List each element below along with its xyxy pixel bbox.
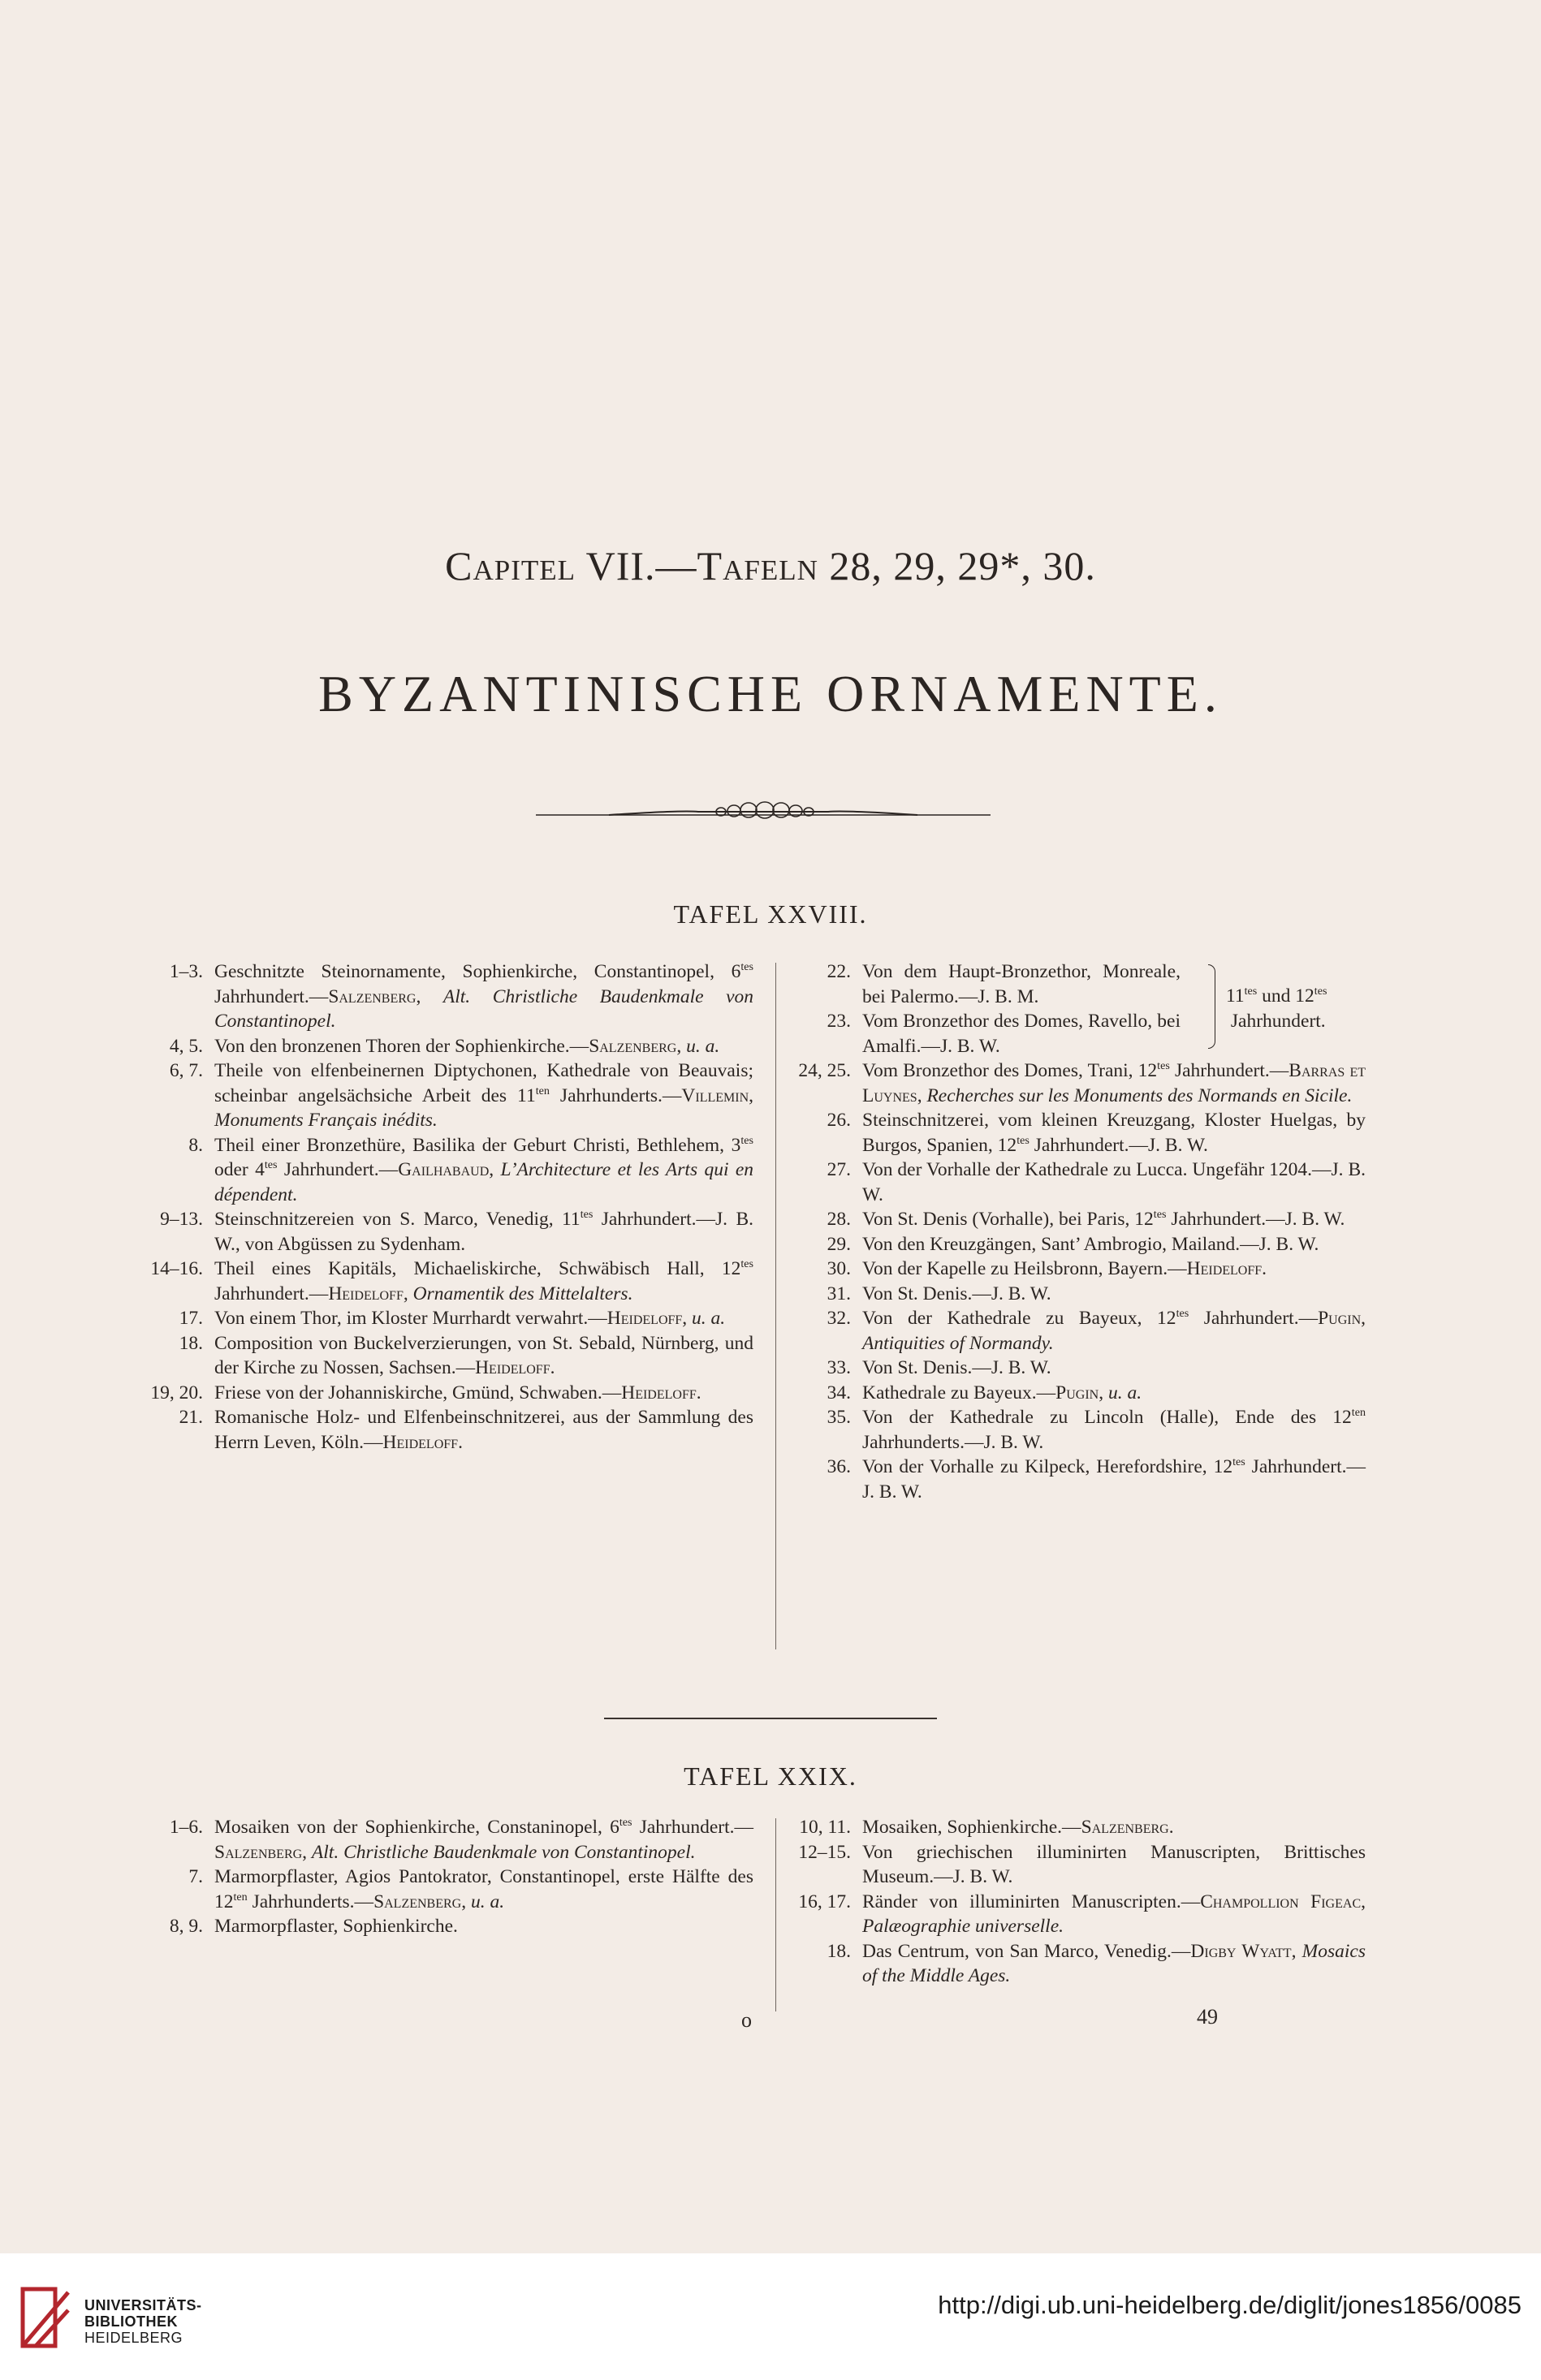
- list-item: [140, 1133, 753, 1208]
- item-text: Von der Kathedrale zu Lincoln (Halle), Ende des $12^{ten}$ Jahrhunderts.—J. B. W.: [862, 1406, 1366, 1453]
- item-number: 36.: [827, 1456, 851, 1477]
- list-item: [788, 1058, 1366, 1108]
- signature-mark: o: [741, 2008, 752, 2032]
- list-item: [140, 1306, 753, 1331]
- item-number: 29.: [827, 1233, 851, 1255]
- column-divider: [775, 1818, 776, 2011]
- list-item: [788, 1890, 1366, 1939]
- list-item: [140, 1914, 753, 1939]
- list-item: [140, 1865, 753, 1914]
- plate-29-left-column: [140, 1815, 753, 1939]
- item-number: 21.: [179, 1407, 203, 1428]
- item-text: Romanische Holz- und Elfenbeinschnitzerei, aus der Sammlung des Herrn Leven, Köln.—Heideloff.: [214, 1407, 753, 1453]
- item-number: 8, 9.: [169, 1916, 203, 1937]
- item-number: 8.: [188, 1134, 203, 1156]
- item-number: 35.: [827, 1407, 851, 1428]
- item-text: Friese von der Johanniskirche, Gmünd, Schwaben.—Heideloff.: [214, 1382, 701, 1403]
- item-text: Von St. Denis.—J. B. W.: [862, 1357, 1051, 1378]
- item-number: 30.: [827, 1258, 851, 1279]
- item-text: Kathedrale zu Bayeux.—Pugin, u. a.: [862, 1382, 1142, 1403]
- item-number: 6, 7.: [169, 1060, 203, 1081]
- item-text: Das Centrum, von San Marco, Venedig.—Digby Wyatt, Mosaics of the Middle Ages.: [862, 1940, 1366, 1986]
- list-item: [788, 1257, 1366, 1282]
- list-item: [140, 1815, 753, 1865]
- list-item: [788, 1306, 1366, 1356]
- item-number: 4, 5.: [169, 1035, 203, 1057]
- item-text: Theile von elfenbeinernen Diptychonen, Kathedrale von Beauvais; scheinbar angelsächsiche Arbeit des $11^{ten}$ Jahrhunderts.—Villemin, Monuments Français inédits.: [214, 1060, 753, 1131]
- item-number: 33.: [827, 1357, 851, 1378]
- list-item: [788, 1356, 1366, 1381]
- plate-29-heading: TAFEL XXIX.: [684, 1761, 857, 1791]
- list-item: [788, 1207, 1366, 1232]
- list-item: [788, 1282, 1366, 1307]
- library-name-line-3: HEIDELBERG: [84, 2330, 183, 2346]
- footer-bar: [0, 2253, 1541, 2380]
- item-number: 1–3.: [169, 961, 203, 982]
- item-text: Von den Kreuzgängen, Sant’ Ambrogio, Mailand.—J. B. W.: [862, 1233, 1319, 1255]
- item-number: 19, 20.: [150, 1382, 203, 1403]
- item-text: Marmorpflaster, Sophienkirche.: [214, 1916, 458, 1937]
- item-number: 22.: [827, 961, 851, 982]
- list-item: [140, 1034, 753, 1059]
- item-text: Steinschnitzereien von S. Marco, Venedig, $11^{tes}$ Jahrhundert.—J. B. W., von Abgüssen zu Sydenham.: [214, 1208, 753, 1255]
- item-text: Von den bronzenen Thoren der Sophienkirche.—Salzenberg, u. a.: [214, 1035, 720, 1057]
- item-number: 34.: [827, 1382, 851, 1403]
- item-text: Steinschnitzerei, vom kleinen Kreuzgang, Kloster Huelgas, by Burgos, Spanien, $12^{tes}$ Jahrhundert.—J. B. W.: [862, 1110, 1366, 1156]
- item-text: Von der Vorhalle der Kathedrale zu Lucca. Ungefähr 1204.—J. B. W.: [862, 1159, 1366, 1205]
- list-item: [788, 1232, 1366, 1257]
- item-text: Geschnitzte Steinornamente, Sophienkirche, Constantinopel, $6^{tes}$ Jahrhundert.—Salzenberg, Alt. Christliche Baudenkmale von Constantinopel.: [214, 960, 754, 1032]
- chapter-word: Capitel: [445, 543, 576, 589]
- item-text: Von griechischen illuminirten Manuscripten, Brittisches Museum.—J. B. W.: [862, 1841, 1366, 1887]
- item-text: Von St. Denis (Vorhalle), bei Paris, $12^{tes}$ Jahrhundert.—J. B. W.: [862, 1208, 1345, 1230]
- list-item: [788, 1405, 1366, 1455]
- item-number: 1–6.: [169, 1817, 203, 1838]
- brace-bracket: [1208, 964, 1215, 1049]
- item-text: Von St. Denis.—J. B. W.: [862, 1283, 1051, 1304]
- ornamental-rule: [536, 794, 991, 826]
- item-number: 18.: [179, 1332, 203, 1354]
- item-number: 9–13.: [160, 1209, 203, 1230]
- plate-28-right-column: [788, 959, 1366, 1504]
- chapter-number: VII.: [585, 543, 656, 589]
- list-item: [140, 1207, 753, 1257]
- item-text: Composition von Buckelverzierungen, von St. Sebald, Nürnberg, und der Kirche zu Nossen, Sachsen.—Heideloff.: [214, 1332, 753, 1378]
- item-text: Von der Vorhalle zu Kilpeck, Herefordshire, $12^{tes}$ Jahrhundert.—J. B. W.: [862, 1455, 1366, 1503]
- list-item: [140, 1381, 753, 1406]
- list-item: [788, 1840, 1366, 1890]
- chapter-tafeln-word: Tafeln: [697, 543, 818, 589]
- list-item: [140, 959, 753, 1034]
- item-number: 10, 11.: [799, 1817, 851, 1838]
- list-item: [140, 1405, 753, 1455]
- item-text: Von einem Thor, im Kloster Murrhardt verwahrt.—Heideloff, u. a.: [214, 1308, 726, 1329]
- item-text: Marmorpflaster, Agios Pantokrator, Constantinopel, erste Hälfte des $12^{ten}$ Jahrhunderts.—Salzenberg, u. a.: [214, 1866, 753, 1912]
- library-name-line-1: UNIVERSITÄTS-: [84, 2297, 202, 2313]
- item-text: Theil einer Bronzethüre, Basilika der Geburt Christi, Bethlehem, $3^{tes}$ oder $4^{tes}$ Jahrhundert.—Gailhabaud, L’Architecture et les Arts qui en dépendent.: [214, 1133, 754, 1205]
- list-item: [788, 1455, 1366, 1504]
- page-number: 49: [1197, 2005, 1218, 2029]
- page-title: BYZANTINISCHE ORNAMENTE.: [318, 665, 1223, 722]
- item-text: Mosaiken, Sophienkirche.—Salzenberg.: [862, 1817, 1174, 1838]
- item-text: Vom Bronzethor des Domes, Trani, $12^{tes}$ Jahrhundert.—Barras et Luynes, Recherches sur les Monuments des Normands en Sicile.: [862, 1059, 1366, 1106]
- item-number: 26.: [827, 1110, 851, 1131]
- item-text: Von der Kathedrale zu Bayeux, $12^{tes}$ Jahrhundert.—Pugin, Antiquities of Normandy.: [862, 1307, 1366, 1354]
- item-text: Von dem Haupt-Bronzethor, Monreale, bei Palermo.—J. B. M.: [862, 961, 1181, 1007]
- item-text: Von der Kapelle zu Heilsbronn, Bayern.—Heideloff.: [862, 1258, 1267, 1279]
- column-divider: [775, 963, 776, 1649]
- item-text: Theil eines Kapitäls, Michaeliskirche, Schwäbisch Hall, $12^{tes}$ Jahrhundert.—Heideloff, Ornamentik des Mittelalters.: [214, 1257, 753, 1304]
- source-url[interactable]: http://digi.ub.uni-heidelberg.de/diglit/jones1856/0085: [938, 2291, 1522, 2319]
- item-number: 27.: [827, 1159, 851, 1180]
- item-number: 12–15.: [798, 1841, 851, 1863]
- list-item: [140, 1331, 753, 1381]
- library-logo-icon: [19, 2286, 71, 2349]
- item-number: 7.: [188, 1866, 203, 1887]
- plate-28-left-column: [140, 959, 753, 1455]
- plate-29-right-column: [788, 1815, 1366, 1989]
- list-item: [788, 1939, 1366, 1989]
- chapter-dash: —: [655, 543, 697, 589]
- list-item: [140, 1058, 753, 1133]
- item-number: 28.: [827, 1209, 851, 1230]
- item-text: Ränder von illuminirten Manuscripten.—Champollion Figeac, Palæographie universelle.: [862, 1891, 1366, 1937]
- list-item: [788, 1381, 1366, 1406]
- brace-note: $11^{tes}$ und $12^{tes}$ Jahrhundert.: [1226, 985, 1327, 1032]
- item-text: Mosaiken von der Sophienkirche, Constaninopel, $6^{tes}$ Jahrhundert.—Salzenberg, Alt. Christliche Baudenkmale von Constantinopel.: [214, 1816, 754, 1863]
- list-item: [788, 1158, 1366, 1207]
- list-item: [788, 1815, 1366, 1840]
- item-number: 31.: [827, 1283, 851, 1304]
- item-number: 16, 17.: [798, 1891, 851, 1912]
- item-number: 17.: [179, 1308, 203, 1329]
- item-number: 23.: [827, 1011, 851, 1032]
- item-number: 14–16.: [150, 1258, 203, 1279]
- list-item: [788, 1108, 1366, 1158]
- chapter-heading: [0, 542, 1541, 589]
- list-item: [140, 1257, 753, 1306]
- library-name-line-2: BIBLIOTHEK: [84, 2313, 178, 2330]
- item-number: 32.: [827, 1308, 851, 1329]
- section-rule: [604, 1718, 937, 1719]
- item-number: 18.: [827, 1940, 851, 1962]
- chapter-plates: 28, 29, 29*, 30.: [829, 543, 1096, 589]
- library-name: [84, 2297, 202, 2346]
- plate-28-heading: TAFEL XXVIII.: [673, 899, 868, 929]
- item-text: Vom Bronzethor des Domes, Ravello, bei Amalfi.—J. B. W.: [862, 1011, 1181, 1057]
- item-number: 24, 25.: [798, 1060, 851, 1081]
